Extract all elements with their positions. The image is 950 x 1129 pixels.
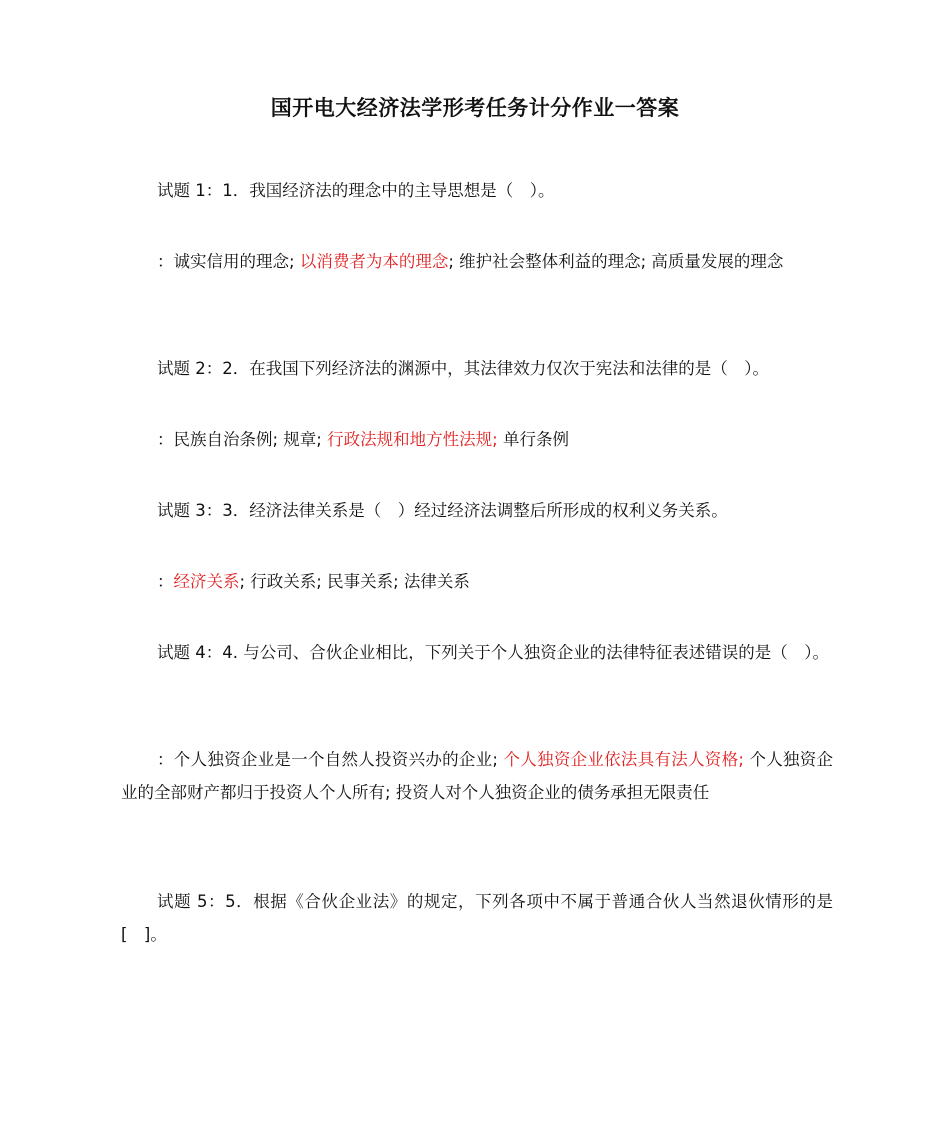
option-text: ; 行政关系; 民事关系; 法律关系: [239, 572, 470, 591]
correct-option-highlight: 个人独资企业依法具有法人资格;: [503, 750, 744, 769]
option-text: ：: [157, 572, 174, 591]
option-text: ：民族自治条例; 规章;: [157, 430, 322, 449]
option-text: ：诚实信用的理念;: [157, 252, 295, 271]
question-stem-4: 试题 4：4. 与公司、合伙企业相比，下列关于个人独资企业的法律特征表述错误的是（ ）。: [157, 643, 829, 662]
correct-option-highlight: 以消费者为本的理念: [299, 252, 449, 271]
answer-options-4: [121, 743, 833, 809]
question-stem-2: 试题 2：2．在我国下列经济法的渊源中，其法律效力仅次于宪法和法律的是（ ）。: [157, 359, 769, 378]
answer-options-3: [121, 565, 833, 598]
option-text: ; 维护社会整体利益的理念; 高质量发展的理念: [448, 252, 784, 271]
document-title: 国开电大经济法学形考任务计分作业一答案: [270, 96, 680, 120]
option-text: 个人独资企业的全部财产都归于投资人个人所有; 投资人对个人独资企业的债务承担无限责任: [121, 750, 834, 802]
question-stem-3: 试题 3：3．经济法律关系是（ ）经过经济法调整后所形成的权利义务关系。: [157, 501, 728, 520]
option-text: ：个人独资企业是一个自然人投资兴办的企业;: [157, 750, 498, 769]
question-stem-1: 试题 1：1．我国经济法的理念中的主导思想是（ ）。: [157, 181, 555, 200]
correct-option-highlight: 经济关系: [173, 572, 240, 591]
answer-options-1: [121, 245, 833, 278]
correct-option-highlight: 行政法规和地方性法规;: [327, 430, 498, 449]
question-stem-5: 试题 5：5．根据《合伙企业法》的规定，下列各项中不属于普通合伙人当然退伙情形的是[ ]。: [121, 892, 833, 944]
option-text: 单行条例: [502, 430, 569, 449]
answer-options-2: [121, 423, 833, 456]
